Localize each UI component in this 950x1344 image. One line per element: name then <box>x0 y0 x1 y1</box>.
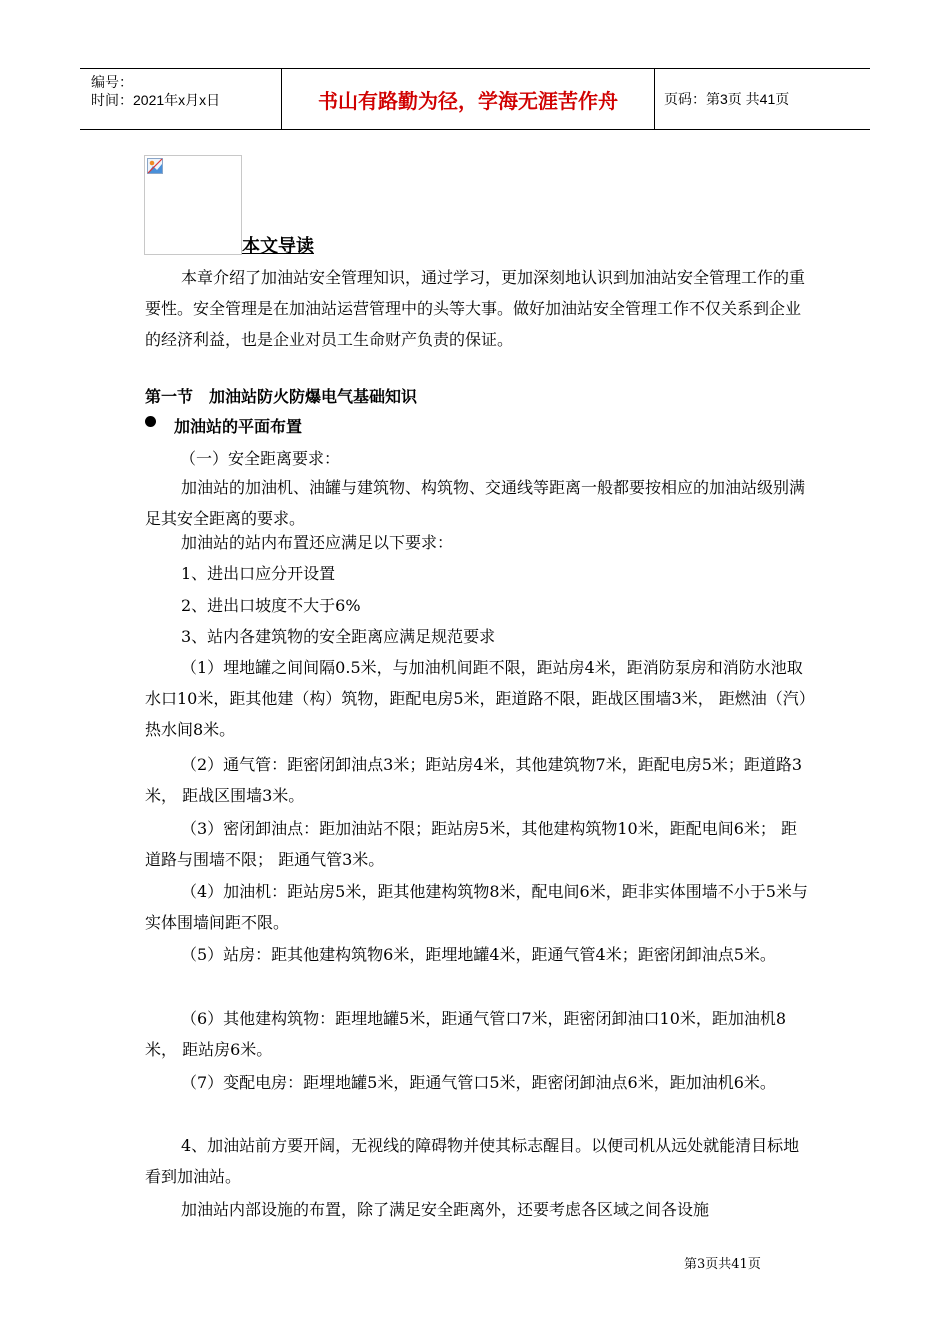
bullet-heading: 加油站的平面布置 <box>174 417 303 436</box>
rule-4: （4）加油机：距站房5米，距其他建构筑物8米，配电间6米，距非实体围墙不小于5米与实体围墙间距不限。 <box>145 882 808 932</box>
list-item-4: 4、加油站前方要开阔，无视线的障碍物并使其标志醒目。以便司机从远处就能清目标地看到加油站。 <box>145 1136 800 1186</box>
page-header <box>80 68 870 130</box>
rule-2: （2）通气管：距密闭卸油点3米；距站房4米，其他建筑物7米，距配电房5米；距道路3米， 距战区围墙3米。 <box>145 755 803 805</box>
doc-time-label: 时间：2021年x月x日 <box>91 92 221 108</box>
image-placeholder <box>144 155 242 255</box>
paragraph-distance-requirement: 加油站的加油机、油罐与建筑物、构筑物、交通线等距离一般都要按相应的加油站级别满足其安全距离的要求。 <box>145 478 806 528</box>
header-page-info: 页码：第3页 共41页 <box>664 91 790 107</box>
broken-image-icon <box>147 158 163 174</box>
guide-title: 本文导读 <box>242 236 314 257</box>
subheading-safety-distance: （一）安全距离要求： <box>180 449 341 468</box>
rule-6: （6）其他建构筑物：距埋地罐5米，距通气管口7米，距密闭卸油口10米，距加油机8米， 距站房6米。 <box>145 1009 787 1059</box>
rule-5: （5）站房：距其他建构筑物6米，距埋地罐4米，距通气管4米；距密闭卸油点5米。 <box>181 945 776 964</box>
paragraph-layout-requirement: 加油站的站内布置还应满足以下要求： <box>181 533 454 552</box>
list-item-3: 3、站内各建筑物的安全距离应满足规范要求 <box>181 627 496 646</box>
rule-3: （3）密闭卸油点：距加油站不限；距站房5米，其他建构筑物10米，距配电间6米； 距道路与围墙不限； 距通气管3米。 <box>145 819 797 869</box>
paragraph-layout-continued: 加油站内部设施的布置，除了满足安全距离外，还要考虑各区域之间各设施 <box>181 1200 710 1219</box>
section-title: 第一节 加油站防火防爆电气基础知识 <box>145 387 418 406</box>
rule-1: （1）埋地罐之间间隔0.5米，与加油机间距不限，距站房4米，距消防泵房和消防水池取水口10米，距其他建（构）筑物，距配电房5米，距道路不限，距战区围墙3米， 距燃油（汽）热水间8米。 <box>145 658 807 739</box>
list-item-1: 1、进出口应分开设置 <box>181 564 336 583</box>
bullet-dot <box>145 416 156 427</box>
header-motto: 书山有路勤为径，学海无涯苦作舟 <box>281 69 655 129</box>
page-footer: 第3页共41页 <box>684 1257 761 1272</box>
list-item-2: 2、进出口坡度不大于6% <box>181 596 361 615</box>
rule-7: （7）变配电房：距埋地罐5米，距通气管口5米，距密闭卸油点6米，距加油机6米。 <box>181 1073 776 1092</box>
doc-number-label: 编号： <box>91 74 133 90</box>
header-meta <box>80 69 280 129</box>
guide-paragraph: 本章介绍了加油站安全管理知识，通过学习，更加深刻地认识到加油站安全管理工作的重要性。安全管理是在加油站运营管理中的头等大事。做好加油站安全管理工作不仅关系到企业的经济利益，也是企业对员工生命财产负责的保证。 <box>145 268 806 349</box>
